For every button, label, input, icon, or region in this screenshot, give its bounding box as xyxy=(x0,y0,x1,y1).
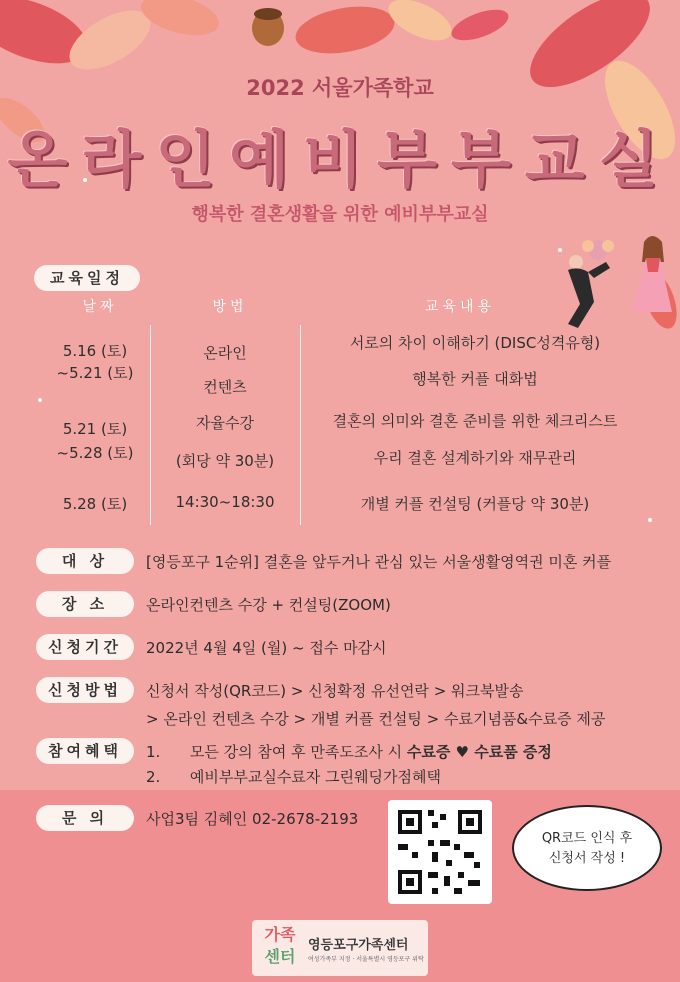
benefit-text: 모든 강의 참여 후 만족도조사 시 xyxy=(189,743,407,761)
place-text: 온라인컨텐츠 수강 + 컨설팅(ZOOM) xyxy=(146,596,391,614)
benefit-item-2 xyxy=(146,766,441,787)
benefit-label: 참여혜택 xyxy=(36,738,134,764)
benefit-highlight: 수료증 ♥ 수료품 증정 xyxy=(406,743,552,761)
tagline: 행복한 결혼생활을 위한 예비부부교실 xyxy=(191,204,489,225)
schedule-date: 5.21 (토) xyxy=(62,420,128,438)
schedule-method: 컨텐츠 xyxy=(203,378,247,396)
schedule-content: 서로의 차이 이해하기 (DISC성격유형) xyxy=(349,334,601,352)
apply-method-line1: 신청서 작성(QR코드) > 신청확정 유선연락 > 워크북발송 xyxy=(146,682,524,700)
contact-text: 사업3팀 김혜인 02-2678-2193 xyxy=(146,810,359,828)
period-text: 2022년 4월 4일 (월) ~ 접수 마감시 xyxy=(146,639,387,657)
bubble-line-2: 신청서 작성 ! xyxy=(548,851,626,866)
couple-illustration xyxy=(548,232,676,332)
schedule-date: ~5.28 (토) xyxy=(56,444,134,462)
schedule-date: 5.28 (토) xyxy=(62,495,128,513)
period-label: 신청기간 xyxy=(36,634,134,660)
logo-mark-bottom: 센터 xyxy=(264,947,296,966)
place-label: 장 소 xyxy=(36,591,134,617)
speech-bubble xyxy=(512,805,662,891)
header-date: 날짜 xyxy=(82,299,118,315)
center-logo xyxy=(252,920,428,976)
schedule-method: (회당 약 30분) xyxy=(175,452,275,470)
program-subtitle: 2022 서울가족학교 xyxy=(246,76,434,100)
schedule-content: 개별 커플 컨설팅 (커플당 약 30분) xyxy=(360,495,590,513)
benefit-number: 2. xyxy=(146,768,161,786)
schedule-method: 14:30~18:30 xyxy=(175,493,275,511)
schedule-date: 5.16 (토) xyxy=(62,342,128,360)
schedule-content: 결혼의 의미와 결혼 준비를 위한 체크리스트 xyxy=(332,412,618,430)
schedule-content: 우리 결혼 설계하기와 재무관리 xyxy=(373,449,577,467)
logo-sub: 여성가족부 지정 · 서울특별시 영등포구 위탁 xyxy=(308,956,424,963)
benefit-text: 예비부부교실수료자 그린웨딩가점혜택 xyxy=(189,768,441,786)
page-title: 온라인예비부부교실 xyxy=(7,123,673,196)
logo-mark xyxy=(258,924,302,968)
logo-name: 영등포구가족센터 xyxy=(308,938,409,953)
benefit-item-1 xyxy=(146,741,552,762)
logo-mark-top: 가족 xyxy=(264,925,296,944)
target-label: 대 상 xyxy=(36,548,134,574)
schedule-method: 온라인 xyxy=(203,344,247,362)
schedule-date: ~5.21 (토) xyxy=(56,364,134,382)
target-text: [영등포구 1순위] 결혼을 앞두거나 관심 있는 서울생활영역권 미혼 커플 xyxy=(146,553,612,571)
benefit-number: 1. xyxy=(146,743,161,761)
apply-method-line2: > 온라인 컨텐츠 수강 > 개별 커플 컨설팅 > 수료기념품&수료증 제공 xyxy=(146,710,606,728)
bubble-line-1: QR코드 인식 후 xyxy=(541,831,633,846)
qr-code-icon xyxy=(388,800,492,904)
header-content: 교육내용 xyxy=(424,299,496,315)
header-method: 방법 xyxy=(212,299,248,315)
contact-label: 문 의 xyxy=(36,805,134,831)
apply-method-label: 신청방법 xyxy=(36,677,134,703)
schedule-label: 교육일정 xyxy=(34,265,140,291)
qr-code[interactable] xyxy=(388,800,492,904)
schedule-method: 자율수강 xyxy=(196,414,254,432)
schedule-content: 행복한 커플 대화법 xyxy=(412,370,538,388)
